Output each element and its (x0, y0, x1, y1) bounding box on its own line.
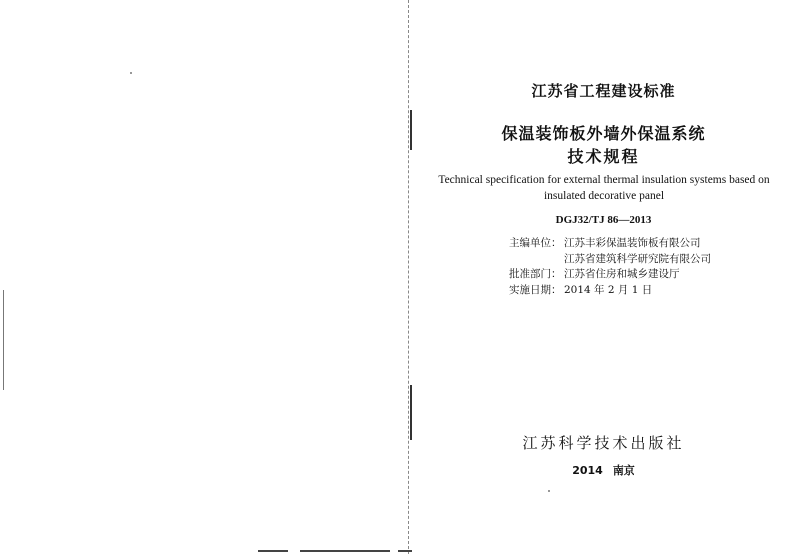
document-info-block (509, 236, 711, 298)
document-title-line2: 技术规程 (567, 147, 640, 166)
standard-series-title: 江苏省工程建设标准 (531, 82, 676, 100)
scan-speck (548, 490, 550, 492)
publication-year: 2014 (572, 464, 603, 477)
info-row-approval (509, 267, 711, 283)
gutter-shadow (410, 385, 412, 440)
info-value: 江苏丰彩保温装饰板有限公司 (564, 237, 701, 249)
standard-code: DGJ32/TJ 86—2013 (555, 214, 652, 226)
info-value: 江苏省住房和城乡建设厅 (564, 268, 680, 280)
publication-line (414, 462, 793, 478)
scan-edge-mark (3, 290, 4, 390)
info-label (509, 252, 564, 268)
info-value: 2014 年 2 月 1 日 (564, 283, 653, 296)
gutter-shadow (410, 110, 412, 150)
page-gutter (408, 0, 410, 554)
english-title: Technical specification for external thermal insulation systems based on insulated decorative panel (438, 174, 770, 202)
info-row-co-editor (509, 252, 711, 268)
info-label: 批准部门： (509, 268, 562, 280)
scan-edge-mark (300, 550, 390, 552)
info-label: 实施日期： (509, 283, 562, 296)
info-label: 主编单位： (509, 237, 562, 249)
scan-edge-mark (258, 550, 288, 552)
publisher-name: 江苏科学技术出版社 (522, 434, 685, 452)
info-row-chief-editor (509, 236, 711, 252)
document-title-line1: 保温装饰板外墙外保温系统 (501, 124, 706, 143)
scan-speck (130, 72, 132, 74)
info-row-effective-date (509, 283, 711, 299)
scan-edge-mark (398, 550, 412, 552)
publication-city: 南京 (612, 464, 635, 477)
info-value: 江苏省建筑科学研究院有限公司 (564, 252, 711, 265)
